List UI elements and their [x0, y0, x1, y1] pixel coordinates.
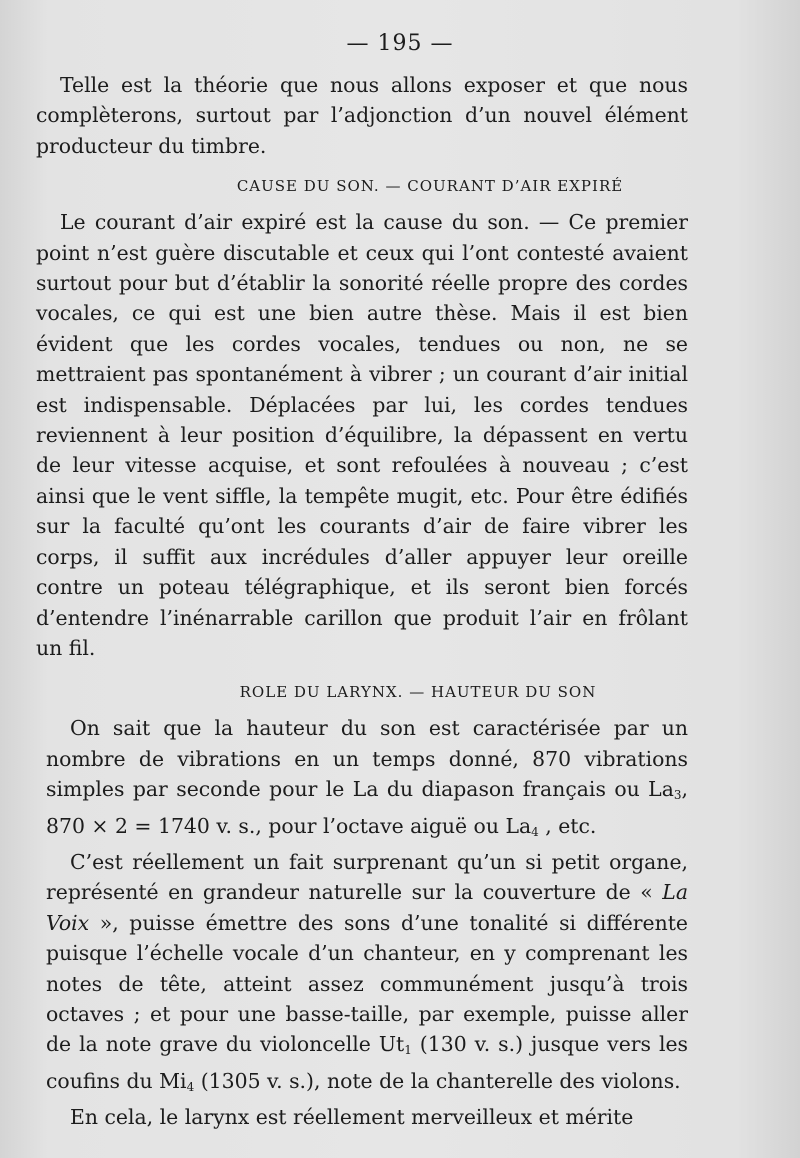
- paragraph-organ-part-d: (1305 v. s.), note de la chanterelle des violons.: [194, 1068, 681, 1093]
- paragraph-organ: [46, 847, 688, 1102]
- section-cause-block: [36, 207, 688, 663]
- paragraph-pitch-part-c: , etc.: [538, 813, 597, 838]
- paragraph-organ-part-b: », puisse émettre des sons d’une tonalité si différente puisque l’échelle vocale d’un chanteur, en y comprenant les notes de tête, atteint assez communément jusqu’à trois octaves ; et pour une basse-taille, par exemple, puisse aller de la note grave du violoncelle Ut: [46, 910, 688, 1057]
- intro-block: [36, 70, 688, 161]
- journal-title: La Voix: [46, 880, 688, 935]
- section-heading-cause: CAUSE DU SON. — COURANT D’AIR EXPIRÉ: [236, 177, 624, 196]
- paragraph-pitch-part-b: , 870 × 2 = 1740 v. s., pour l’octave aiguë ou La: [46, 777, 688, 838]
- paragraph-cause: Le courant d’air expiré est la cause du son. — Ce premier point n’est guère discutable et ceux qui l’ont contesté avaient surtout pour but d’établir la sonorité réelle propre des cordes vocales, ce qui est une bien autre thèse. Mais il est bien évident que les cordes vocales, tendues ou non, ne se mettraient pas spontanément à vibrer ; un courant d’air initial est indispensable. Déplacées par lui, les cordes tendues reviennent à leur position d’équilibre, la dépassent en vertu de leur vitesse acquise, et sont refoulées à nouveau ; c’est ainsi que le vent siffle, la tempête mugit, etc. Pour être édifiés sur la faculté qu’ont les courants d’air de faire vibrer les corps, il suffit aux incrédules d’aller appuyer leur oreille contre un poteau télégraphique, et ils seront bien forcés d’entendre l’inénarrable carillon que produit l’air en frôlant un fil.: [36, 210, 688, 660]
- paragraph-organ-part-c: (130 v. s.) jusque vers les coufins du Mi: [46, 1032, 688, 1093]
- subscript-3: 3: [673, 788, 682, 803]
- paragraph-pitch: [46, 713, 688, 847]
- paragraph-marvel: En cela, le larynx est réellement merveilleux et mérite: [70, 1105, 634, 1130]
- subscript-4: 4: [531, 824, 539, 839]
- paragraph-organ-part-a: C’est réellement un fait surprenant qu’un si petit organe, représenté en grandeur naturelle sur la couverture de «: [46, 849, 688, 905]
- page-number: — 195 —: [346, 31, 454, 56]
- intro-paragraph: Telle est la théorie que nous allons exposer et que nous complèterons, surtout par l’adjonction d’un nouvel élément producteur du timbre.: [36, 73, 688, 158]
- section-larynx-block: [46, 713, 688, 1132]
- paragraph-pitch-part-a: On sait que la hauteur du son est caractérisée par un nombre de vibrations en un temps donné, 870 vibrations simples par seconde pour le La du diapason français ou La: [46, 716, 688, 802]
- subscript-4b: 4: [186, 1079, 195, 1094]
- subscript-1: 1: [404, 1043, 412, 1058]
- section-heading-larynx: ROLE DU LARYNX. — HAUTEUR DU SON: [239, 683, 597, 702]
